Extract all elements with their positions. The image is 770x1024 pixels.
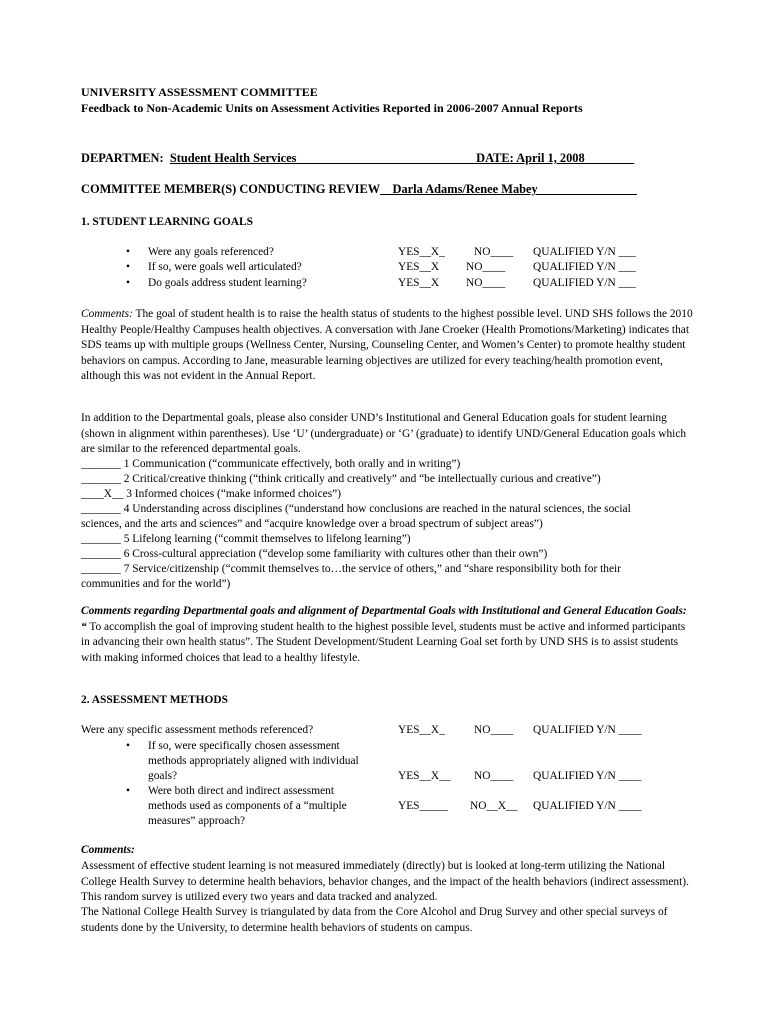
bullet: • [126,785,130,797]
no-answer: NO____ [466,261,506,273]
yes-answer: YES__X__ [398,770,451,782]
header-subtitle: Feedback to Non-Academic Units on Assessment Activities Reported in 2006-2007 Annual Reports [81,101,583,115]
bullet: • [126,246,130,258]
committee-row [81,182,637,197]
institutional-intro: In addition to the Departmental goals, please also consider UND’s Institutional and General Education goals for student learning (shown in alignment within parentheses). Use ‘U’ (undergraduate) or ‘G’ (graduate) to identify UND/General Education goals which are similar to the referenced departmental goals. [81,412,687,456]
comments-label: Comments regarding Departmental goals and alignment of Departmental Goals with Institutional and General Education Goals: “ [81,605,687,633]
department-row [81,151,634,166]
yes-answer: YES__X [398,261,440,273]
comments-text: To accomplish the goal of improving student health to the highest possible level, students must be active and informed participants in advancing their own health status”. The Student Development/Student Learning Goal set forth by UND SHS is to assist students with making informed choices that lead to a healthy lifestyle. [81,620,686,664]
goal-item: _______ 5 Lifelong learning (“commit themselves to lifelong learning”) [81,533,411,545]
department-value: Student Health Services_____________________________ [169,151,477,165]
goal-item: _______ 6 Cross-cultural appreciation (“develop some familiarity with cultures other than their own”) [81,548,548,560]
question-line: Were both direct and indirect assessment [148,785,335,797]
qualified-answer: QUALIFIED Y/N ___ [533,261,636,273]
question-line: measures” approach? [148,815,246,827]
bullet: • [126,740,130,752]
question-text: Do goals address student learning? [148,277,307,289]
bullet: • [126,261,130,273]
question-text: If so, were goals well articulated? [148,261,302,273]
comments-label: Comments: [81,308,133,320]
question-line: goals? [148,770,178,782]
committee-label: COMMITTEE MEMBER(S) CONDUCTING REVIEW [81,182,381,196]
section-2-comments-p1: Assessment of effective student learning is not measured immediately (directly) but is looked at long-term utilizing the National College Health Survey to determine health behaviors, behavior changes, and the impact of the health behaviors (indirect assessment). This random survey is utilized every two years and data tracked and analyzed. [81,860,689,904]
qualified-answer: QUALIFIED Y/N ____ [533,770,642,782]
department-label: DEPARTMEN: [81,151,164,165]
section-2-heading: 2. ASSESSMENT METHODS [81,694,228,706]
section-2-comments-p2: The National College Health Survey is triangulated by data from the Core Alcohol and Drug Survey and other special surveys of students done by the University, to determine health behaviors of students on campus. [81,906,668,934]
yes-answer: YES__X_ [398,724,445,736]
goal-item: _______ 1 Communication (“communicate effectively, both orally and in writing”) [81,458,461,470]
no-answer: NO____ [466,277,506,289]
yes-answer: YES_____ [398,800,448,812]
section-1-heading: 1. STUDENT LEARNING GOALS [81,216,253,228]
committee-value: __Darla Adams/Renee Mabey________________ [380,182,637,196]
no-answer: NO____ [474,724,514,736]
institutional-comments [81,604,693,666]
goal-item-continued: communities and for the world”) [81,578,231,590]
no-answer: NO____ [474,246,514,258]
qualified-answer: QUALIFIED Y/N ___ [533,246,636,258]
comments-text: The goal of student health is to raise the health status of students to the highest possible level. UND SHS follows the 2010 Healthy People/Healthy Campuses health objectives. A conversation with Jane Croeker (Health Promotions/Marketing) indicates that SDS teams up with multiple groups (Wellness Center, Nursing, Counseling Center, and Women’s Center) to promote healthy student behaviors on campus. According to Jane, measurable learning objectives are utilized for every teaching/health promotion event, although this was not evident in the Annual Report. [81,308,693,383]
goal-item-continued: sciences, and the arts and sciences” and “acquire knowledge over a broad spectrum of subject areas”) [81,518,543,530]
section-1-comments [81,307,693,385]
yes-answer: YES__X [398,277,440,289]
no-answer: NO__X__ [470,800,518,812]
question-line: methods used as components of a “multiple [148,800,347,812]
goal-item: _______ 2 Critical/creative thinking (“think critically and creatively” and “be intellectually curious and creative”) [81,473,601,485]
question-line: methods appropriately aligned with individual [148,755,359,767]
qualified-answer: QUALIFIED Y/N ____ [533,800,642,812]
yes-answer: YES__X_ [398,246,445,258]
qualified-answer: QUALIFIED Y/N ___ [533,277,636,289]
question-text: Were any goals referenced? [148,246,274,258]
goal-item: _______ 7 Service/citizenship (“commit themselves to…the service of others,” and “share responsibility both for their [81,563,621,575]
question-text: Were any specific assessment methods referenced? [81,724,314,736]
no-answer: NO____ [474,770,514,782]
question-line: If so, were specifically chosen assessment [148,740,340,752]
bullet: • [126,277,130,289]
header-title: UNIVERSITY ASSESSMENT COMMITTEE [81,85,318,99]
goal-item: _______ 4 Understanding across disciplines (“understand how conclusions are reached in the natural sciences, the social [81,503,631,515]
goal-item: ____X__ 3 Informed choices (“make informed choices”) [81,488,341,500]
date-value: DATE: April 1, 2008________ [476,151,635,165]
section-2-comments-label: Comments: [81,844,135,856]
qualified-answer: QUALIFIED Y/N ____ [533,724,642,736]
